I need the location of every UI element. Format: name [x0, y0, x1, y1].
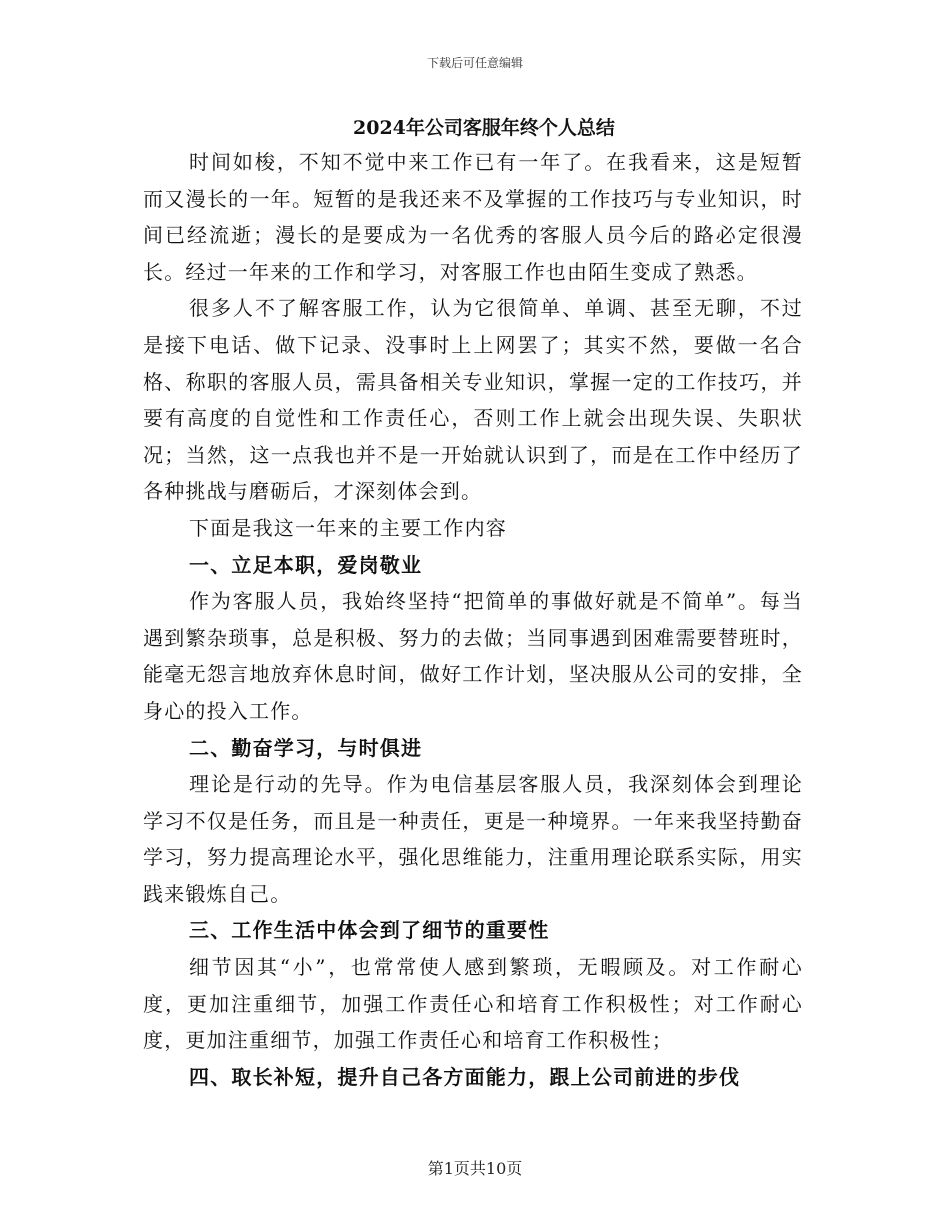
- paragraph-lead-in: 下面是我这一年来的主要工作内容: [189, 515, 507, 540]
- paragraph-misconception: 很多人不了解客服工作，认为它很简单、单调、甚至无聊，不过是接下电话、做下记录、没事时上上网罢了；其实不然，要做一名合格、称职的客服人员，需具备相关专业知识，掌握一定的工作技巧，并要有高度的自觉性和工作责任心，否则工作上就会出现失误、失职状况；当然，这一点我也并不是一开始就认识到了，而是在工作中经历了各种挑战与磨砺后，才深刻体会到。: [143, 296, 803, 504]
- paragraph-intro: 时间如梭，不知不觉中来工作已有一年了。在我看来，这是短暂而又漫长的一年。短暂的是我还来不及掌握的工作技巧与专业知识，时间已经流逝；漫长的是要成为一名优秀的客服人员今后的路必定很漫长。经过一年来的工作和学习，对客服工作也由陌生变成了熟悉。: [143, 150, 803, 284]
- section-body-2: 理论是行动的先导。作为电信基层客服人员，我深刻体会到理论学习不仅是任务，而且是一种责任，更是一种境界。一年来我坚持勤奋学习，努力提高理论水平，强化思维能力，注重用理论联系实际，用实践来锻炼自己。: [143, 772, 803, 906]
- document-body: [143, 112, 803, 1095]
- section-heading-4: 四、取长补短，提升自己各方面能力，跟上公司前进的步伐: [189, 1064, 741, 1089]
- section-heading-1: 一、立足本职，爱岗敬业: [189, 552, 423, 577]
- document-title: 2024年公司客服年终个人总结: [353, 117, 615, 139]
- section-body-3: 细节因其“小”，也常常使人感到繁琐，无暇顾及。对工作耐心度，更加注重细节，加强工作责任心和培育工作积极性；对工作耐心度，更加注重细节，加强工作责任心和培育工作积极性；: [143, 955, 803, 1053]
- section-body-1: 作为客服人员，我始终坚持“把简单的事做好就是不简单”。每当遇到繁杂琐事，总是积极、努力的去做；当同事遇到困难需要替班时，能毫无怨言地放弃休息时间，做好工作计划，坚决服从公司的安排，全身心的投入工作。: [143, 589, 803, 723]
- section-heading-3: 三、工作生活中体会到了细节的重要性: [189, 918, 550, 943]
- page-header: 下载后可任意编辑: [426, 56, 523, 70]
- section-heading-2: 二、勤奋学习，与时俱进: [189, 735, 423, 760]
- page-number: 第1页共10页: [427, 1159, 523, 1178]
